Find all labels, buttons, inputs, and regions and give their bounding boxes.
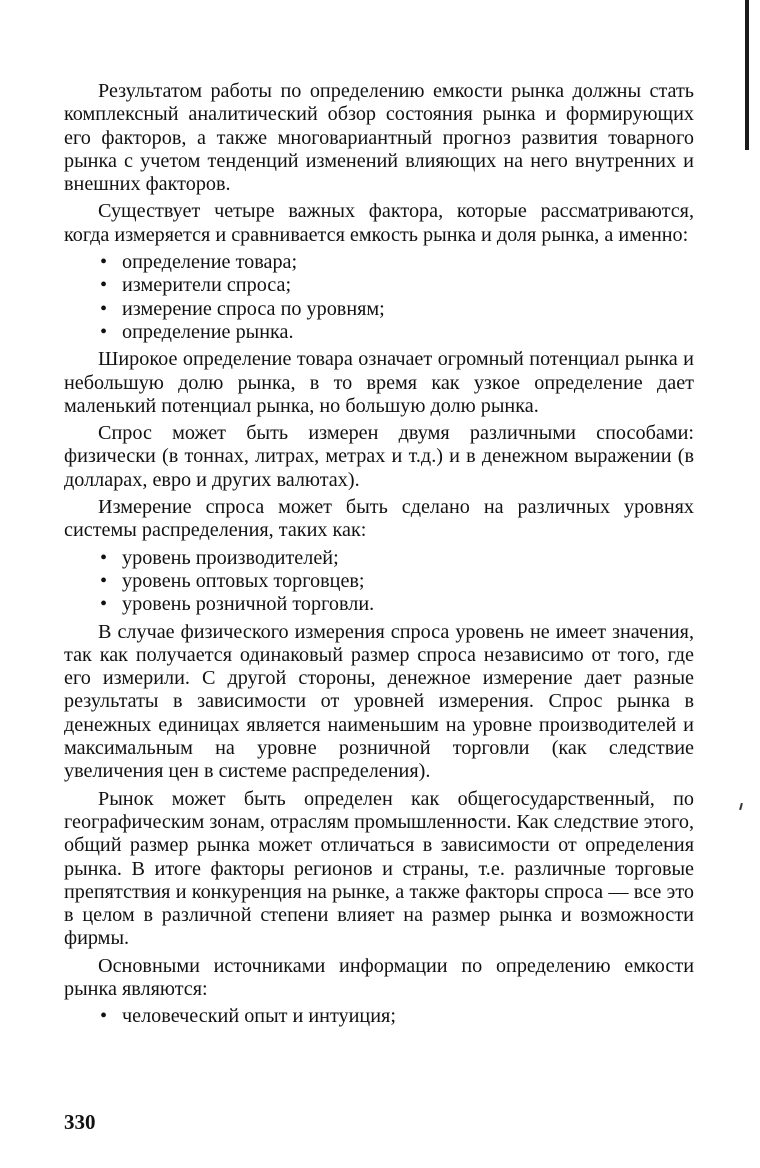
paragraph-market-definition: Рынок может быть определен как общегосударственный, по географическим зонам, отраслям промышленности. Как следствие этого, общий размер рынка может отличаться в зависимости от определения рынка. В итоге факторы регионов и страны, т.е. различные торговые препятствия и конкуренция на рынке, а также факторы спроса — все это в целом в различной степени влияет на размер рынка и возможности фирмы.: [64, 787, 694, 950]
list-factors: [64, 251, 694, 344]
paragraph-demand-measurement-ways: Спрос может быть измерен двумя различными способами: физически (в тоннах, литрах, метрах и т.д.) и в денежном выражении (в долларах, евро и других валютах).: [64, 422, 694, 491]
paragraph-four-factors: Существует четыре важных фактора, которые рассматриваются, когда измеряется и сравнивается емкость рынка и доля рынка, а именно:: [64, 200, 694, 246]
bullet-icon: •: [100, 1005, 108, 1028]
bullet-icon: •: [100, 251, 108, 274]
page-number: 330: [64, 1110, 96, 1134]
paragraph-market-capacity-result: Результатом работы по определению емкости рынка должны стать комплексный аналитический обзор состояния рынка и формирующих его факторов, а также многовариантный прогноз развития товарного рынка с учетом тенденций изменений влияющих на него внутренних и внешних факторов.: [64, 80, 694, 196]
bullet-icon: •: [100, 569, 108, 592]
list-item: • определение товара;: [100, 251, 298, 274]
paragraph-physical-measurement: В случае физического измерения спроса уровень не имеет значения, так как получается одинаковый размер спроса независимо от того, где его измерили. С другой стороны, денежное измерение дает разные результаты в зависимости от уровней измерения. Спрос рынка в денежных единицах является наименьшим на уровне производителей и максимальным на уровне розничной торговли (как следствие увеличения цен в системе распределения).: [64, 620, 694, 783]
print-speck: [739, 803, 743, 810]
list-item: • человеческий опыт и интуиция;: [100, 1005, 396, 1028]
bullet-icon: •: [100, 297, 108, 320]
bullet-icon: •: [100, 546, 108, 569]
body-text: [64, 80, 694, 1033]
page-binding-edge: [745, 0, 749, 150]
bullet-icon: •: [100, 320, 108, 343]
list-item: • измерители спроса;: [100, 274, 292, 297]
paragraph-information-sources: Основными источниками информации по определению емкости рынка являются:: [64, 954, 694, 1000]
bullet-icon: •: [100, 593, 108, 616]
bullet-icon: •: [100, 274, 108, 297]
paragraph-product-definition: Широкое определение товара означает огромный потенциал рынка и небольшую долю рынка, в то время как узкое определение дает маленький потенциал рынка, но большую долю рынка.: [64, 348, 694, 417]
list-levels: [64, 547, 694, 617]
list-item: • измерение спроса по уровням;: [100, 297, 385, 320]
list-item: • определение рынка.: [100, 320, 294, 343]
list-item: • уровень производителей;: [100, 546, 339, 569]
list-sources: [64, 1005, 694, 1028]
list-item: • уровень розничной торговли.: [100, 593, 375, 616]
list-item: • уровень оптовых торговцев;: [100, 569, 365, 592]
paragraph-distribution-levels: Измерение спроса может быть сделано на различных уровнях системы распределения, таких как:: [64, 496, 694, 542]
